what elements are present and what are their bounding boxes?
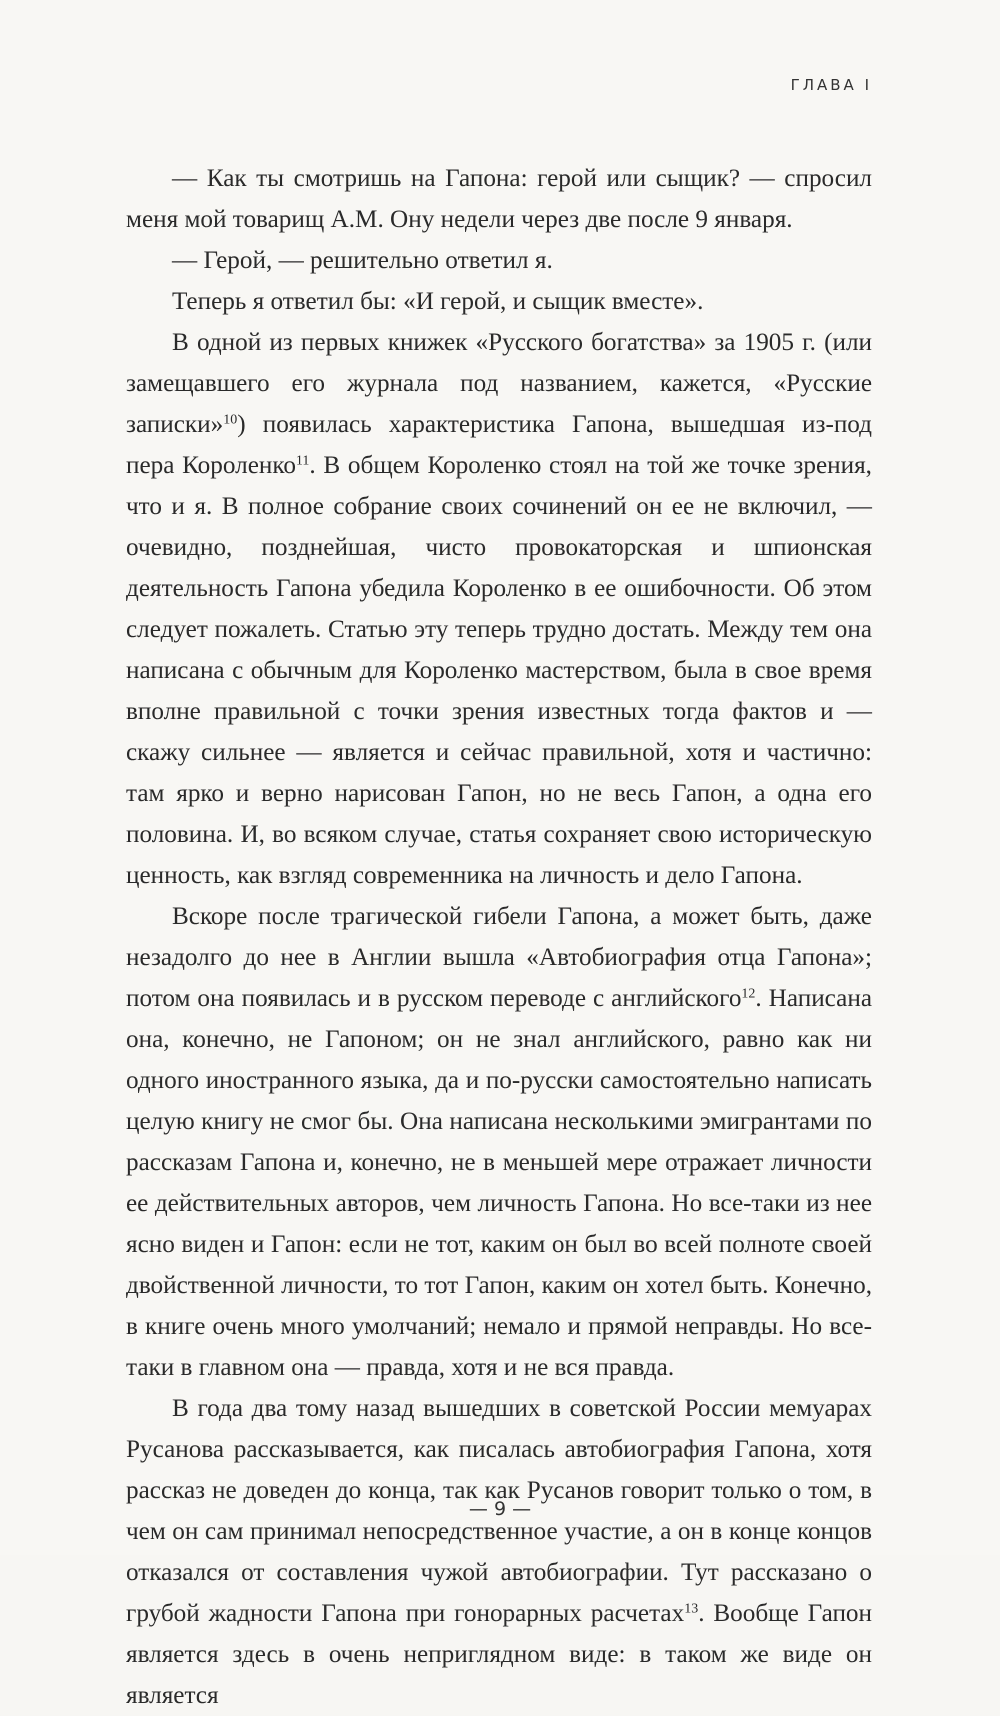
paragraph-text: . Написана она, конечно, не Гапоном; он не знал английского, равно как ни одного иностранного языка, да и по-русски самостоятельно написать целую книгу не смог бы. Она написана несколькими эмигрантами по рассказам Гапона и, конечно, не в меньшей мере отражает личности ее действительных авторов, чем личность Гапона. Но все-таки из нее ясно виден и Гапон: если не тот, каким он был во всей полноте своей двойственной личности, то тот Гапон, каким он хотел быть. Конечно, в книге очень много умолчаний; немало и прямой неправды. Но все-таки в главном она — правда, хотя и не вся правда. <box>126 985 872 1381</box>
paragraph-text: . Вообще Гапон является здесь в очень неприглядном виде: в таком же виде он является <box>126 1600 872 1709</box>
paragraph-now <box>126 281 872 322</box>
footnote-marker: 13 <box>684 1601 699 1617</box>
paragraph-autobiography <box>126 896 872 1388</box>
paragraph-text: ) появилась характеристика Гапона, вышедшая из-под пера Короленко <box>126 411 872 479</box>
paragraph-text: В одной из первых книжек «Русского богатства» за 1905 г. (или замещавшего его журнала под названием, кажется, «Русские записки» <box>126 329 872 438</box>
running-head: ГЛАВА I <box>790 76 872 94</box>
paragraph-text: — Герой, — решительно ответил я. <box>172 247 553 274</box>
paragraph-text: . В общем Короленко стоял на той же точке зрения, что и я. В полное собрание своих сочинений он ее не включил, — очевидно, позднейшая, чисто провокаторская и шпионская деятельность Гапона убедила Короленко в ее ошибочности. Об этом следует пожалеть. Статью эту теперь трудно достать. Между тем она написана с обычным для Короленко мастерством, была в свое время вполне правильной с точки зрения известных тогда фактов и — скажу сильнее — является и сейчас правильной, хотя и частично: там ярко и верно нарисован Гапон, но не весь Гапон, а одна его половина. И, во всяком случае, статья сохраняет свою историческую ценность, как взгляд современника на личность и дело Гапона. <box>126 452 872 889</box>
paragraph-text: Вскоре после трагической гибели Гапона, а может быть, даже незадолго до нее в Англии вышла «Автобиография отца Гапона»; потом она появилась и в русском переводе с английского <box>126 903 872 1012</box>
paragraph-text: — Как ты смотришь на Гапона: герой или сыщик? — спросил меня мой товарищ А.М. Ону недели через две после 9 января. <box>126 165 872 233</box>
body-text <box>126 158 872 1716</box>
paragraph-rusanov <box>126 1388 872 1716</box>
paragraph-answer <box>126 240 872 281</box>
footnote-marker: 11 <box>295 453 310 469</box>
footnote-marker: 10 <box>223 412 238 428</box>
footnote-marker: 12 <box>741 986 756 1002</box>
paragraph-text: В года два тому назад вышедших в советской России мемуарах Русанова рассказывается, как писалась автобиография Гапона, хотя рассказ не доведен до конца, так как Русанов говорит только о том, в чем он сам принимал непосредственное участие, а он в конце концов отказался от составления чужой автобиографии. Тут рассказано о грубой жадности Гапона при гонорарных расчетах <box>126 1395 872 1627</box>
paragraph-question <box>126 158 872 240</box>
paragraph-text: Теперь я ответил бы: «И герой, и сыщик вместе». <box>172 288 704 315</box>
paragraph-korolenko <box>126 322 872 896</box>
page-number: — 9 — <box>468 1498 532 1520</box>
